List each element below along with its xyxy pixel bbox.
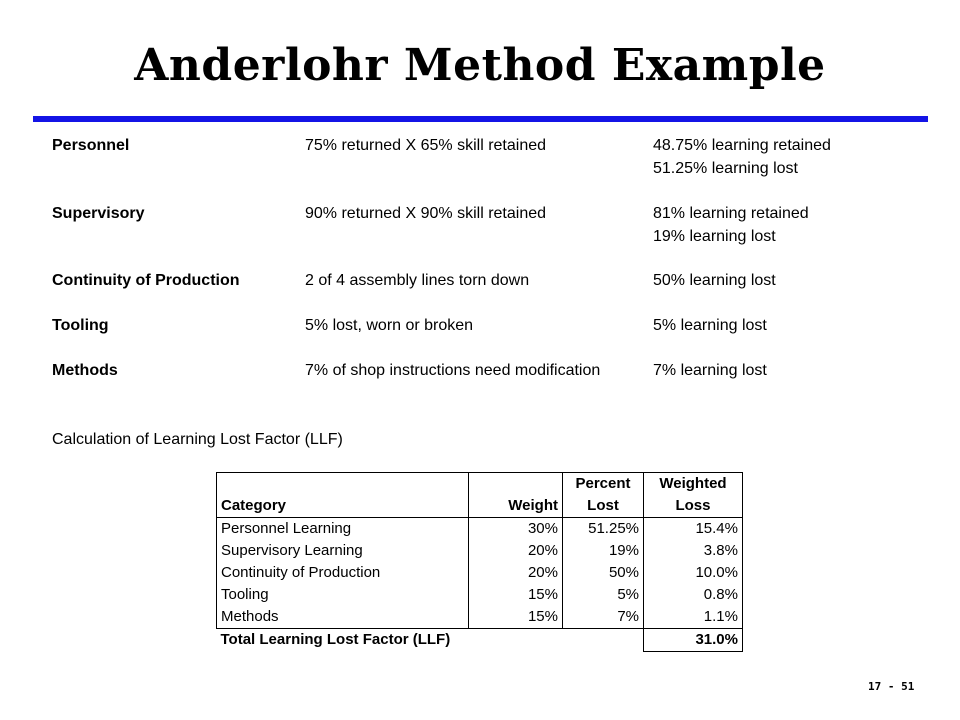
factor-description-supervisory: 90% returned X 90% skill retained: [305, 205, 547, 222]
table-header-row-top: [217, 473, 743, 496]
factor-result-supervisory-lost: 19% learning lost: [653, 228, 776, 245]
row-weight: 20%: [469, 562, 563, 584]
llf-table: [216, 472, 743, 652]
header-blank: [217, 473, 469, 496]
factor-result-tooling: 5% learning lost: [653, 317, 767, 334]
factor-description-continuity: 2 of 4 assembly lines torn down: [305, 272, 530, 289]
factor-label-personnel: Personnel: [52, 137, 130, 154]
row-lost: 5%: [563, 584, 644, 606]
row-loss: 15.4%: [644, 518, 743, 541]
row-loss: 3.8%: [644, 540, 743, 562]
header-percent-top: Percent: [563, 473, 644, 496]
row-loss: 0.8%: [644, 584, 743, 606]
row-category: Continuity of Production: [217, 562, 469, 584]
header-weighted-top: Weighted: [644, 473, 743, 496]
table-total-row: [217, 629, 743, 652]
table-header-row: [217, 495, 743, 518]
header-category: Category: [217, 495, 469, 518]
factor-description-methods: 7% of shop instructions need modification: [305, 362, 601, 379]
row-lost: 50%: [563, 562, 644, 584]
row-weight: 15%: [469, 606, 563, 629]
header-weight: Weight: [469, 495, 563, 518]
table-row: [217, 584, 743, 606]
table-row: [217, 518, 743, 541]
row-weight: 15%: [469, 584, 563, 606]
row-loss: 1.1%: [644, 606, 743, 629]
row-category: Personnel Learning: [217, 518, 469, 541]
factor-label-supervisory: Supervisory: [52, 205, 145, 222]
factor-description-personnel: 75% returned X 65% skill retained: [305, 137, 547, 154]
header-lost: Lost: [563, 495, 644, 518]
header-loss: Loss: [644, 495, 743, 518]
factor-result-personnel-retained: 48.75% learning retained: [653, 137, 831, 154]
row-lost: 7%: [563, 606, 644, 629]
page-number: 17 - 51: [868, 680, 915, 693]
row-category: Methods: [217, 606, 469, 629]
total-label: Total Learning Lost Factor (LLF): [217, 629, 644, 652]
table-row: [217, 606, 743, 629]
calculation-heading: Calculation of Learning Lost Factor (LLF): [52, 431, 343, 448]
factor-label-continuity: Continuity of Production: [52, 272, 240, 289]
factor-result-methods: 7% learning lost: [653, 362, 767, 379]
factor-result-personnel-lost: 51.25% learning lost: [653, 160, 798, 177]
row-category: Tooling: [217, 584, 469, 606]
factor-label-tooling: Tooling: [52, 317, 109, 334]
row-weight: 30%: [469, 518, 563, 541]
title-divider: [33, 116, 928, 122]
row-lost: 51.25%: [563, 518, 644, 541]
row-weight: 20%: [469, 540, 563, 562]
row-loss: 10.0%: [644, 562, 743, 584]
row-category: Supervisory Learning: [217, 540, 469, 562]
factor-description-tooling: 5% lost, worn or broken: [305, 317, 474, 334]
total-value: 31.0%: [644, 629, 743, 652]
header-blank: [469, 473, 563, 496]
table-row: [217, 540, 743, 562]
factor-result-continuity: 50% learning lost: [653, 272, 776, 289]
row-lost: 19%: [563, 540, 644, 562]
page-title: Anderlohr Method Example: [134, 40, 826, 91]
factor-result-supervisory-retained: 81% learning retained: [653, 205, 809, 222]
factor-label-methods: Methods: [52, 362, 118, 379]
table-row: [217, 562, 743, 584]
